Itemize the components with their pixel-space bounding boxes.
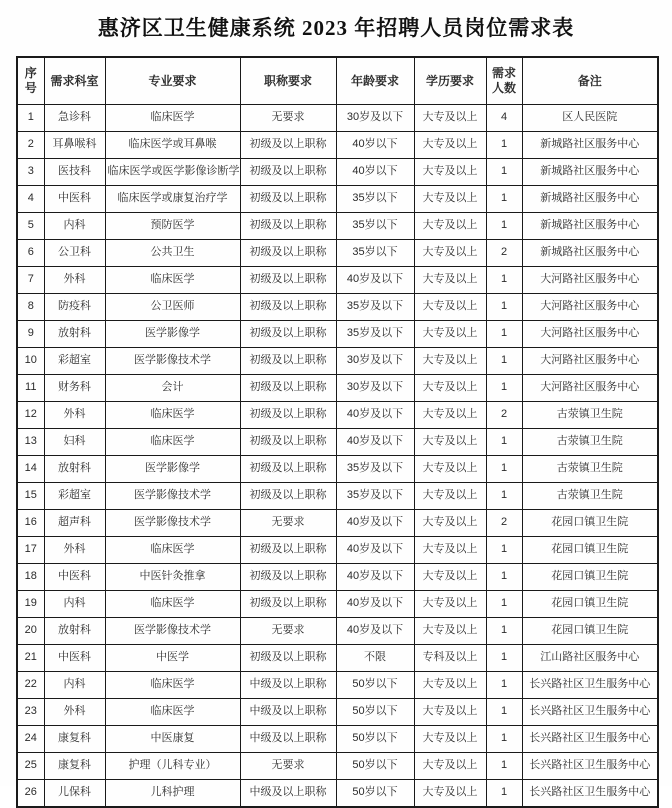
cell-col-education-requirement: 大专及以上 xyxy=(414,591,486,618)
cell-col-education-requirement: 大专及以上 xyxy=(414,510,486,537)
table-row xyxy=(17,726,658,753)
recruitment-demand-table xyxy=(16,56,659,808)
cell-col-headcount: 1 xyxy=(486,618,522,645)
cell-col-department: 中医科 xyxy=(44,645,105,672)
table-row xyxy=(17,753,658,780)
cell-col-education-requirement: 大专及以上 xyxy=(414,132,486,159)
table-row xyxy=(17,186,658,213)
table-row xyxy=(17,456,658,483)
col-headcount: 需求人数 xyxy=(486,57,522,105)
cell-col-education-requirement: 大专及以上 xyxy=(414,564,486,591)
cell-col-department: 公卫科 xyxy=(44,240,105,267)
cell-col-department: 外科 xyxy=(44,699,105,726)
cell-col-major-requirement: 儿科护理 xyxy=(105,780,240,808)
cell-col-department: 外科 xyxy=(44,537,105,564)
cell-col-remark: 古荥镇卫生院 xyxy=(522,402,658,429)
cell-col-education-requirement: 大专及以上 xyxy=(414,321,486,348)
cell-col-headcount: 1 xyxy=(486,591,522,618)
cell-col-no: 23 xyxy=(17,699,44,726)
cell-col-department: 外科 xyxy=(44,267,105,294)
cell-col-department: 急诊科 xyxy=(44,105,105,132)
cell-col-remark: 古荥镇卫生院 xyxy=(522,483,658,510)
cell-col-department: 彩超室 xyxy=(44,348,105,375)
cell-col-department: 医技科 xyxy=(44,159,105,186)
cell-col-age-requirement: 40岁及以下 xyxy=(336,537,414,564)
cell-col-no: 7 xyxy=(17,267,44,294)
cell-col-remark: 花园口镇卫生院 xyxy=(522,618,658,645)
table-row xyxy=(17,780,658,808)
cell-col-age-requirement: 40岁以下 xyxy=(336,132,414,159)
cell-col-education-requirement: 大专及以上 xyxy=(414,780,486,808)
cell-col-age-requirement: 40岁及以下 xyxy=(336,267,414,294)
cell-col-no: 10 xyxy=(17,348,44,375)
cell-col-headcount: 1 xyxy=(486,564,522,591)
table-row xyxy=(17,375,658,402)
table-row xyxy=(17,672,658,699)
cell-col-department: 儿保科 xyxy=(44,780,105,808)
table-header-row xyxy=(17,57,658,105)
cell-col-major-requirement: 临床医学 xyxy=(105,699,240,726)
table-row xyxy=(17,618,658,645)
cell-col-education-requirement: 大专及以上 xyxy=(414,213,486,240)
cell-col-headcount: 2 xyxy=(486,402,522,429)
table-row xyxy=(17,591,658,618)
cell-col-education-requirement: 大专及以上 xyxy=(414,240,486,267)
col-age-requirement: 年龄要求 xyxy=(336,57,414,105)
cell-col-major-requirement: 临床医学或医学影像诊断学 xyxy=(105,159,240,186)
cell-col-no: 4 xyxy=(17,186,44,213)
cell-col-remark: 新城路社区服务中心 xyxy=(522,186,658,213)
cell-col-department: 超声科 xyxy=(44,510,105,537)
cell-col-age-requirement: 不限 xyxy=(336,645,414,672)
table-row xyxy=(17,564,658,591)
cell-col-title-requirement: 初级及以上职称 xyxy=(240,186,336,213)
cell-col-department: 中医科 xyxy=(44,186,105,213)
cell-col-headcount: 1 xyxy=(486,348,522,375)
cell-col-remark: 大河路社区服务中心 xyxy=(522,267,658,294)
cell-col-major-requirement: 临床医学或耳鼻喉 xyxy=(105,132,240,159)
table-row xyxy=(17,321,658,348)
cell-col-headcount: 1 xyxy=(486,213,522,240)
cell-col-department: 康复科 xyxy=(44,753,105,780)
cell-col-major-requirement: 医学影像学 xyxy=(105,321,240,348)
cell-col-headcount: 1 xyxy=(486,132,522,159)
table-row xyxy=(17,510,658,537)
table-row xyxy=(17,240,658,267)
cell-col-age-requirement: 30岁及以下 xyxy=(336,348,414,375)
table-row xyxy=(17,159,658,186)
cell-col-headcount: 1 xyxy=(486,267,522,294)
cell-col-age-requirement: 40岁及以下 xyxy=(336,564,414,591)
cell-col-title-requirement: 初级及以上职称 xyxy=(240,213,336,240)
cell-col-title-requirement: 初级及以上职称 xyxy=(240,537,336,564)
cell-col-education-requirement: 大专及以上 xyxy=(414,402,486,429)
table-row xyxy=(17,402,658,429)
cell-col-no: 25 xyxy=(17,753,44,780)
cell-col-major-requirement: 中医学 xyxy=(105,645,240,672)
cell-col-title-requirement: 初级及以上职称 xyxy=(240,375,336,402)
cell-col-major-requirement: 医学影像技术学 xyxy=(105,348,240,375)
cell-col-remark: 古荥镇卫生院 xyxy=(522,429,658,456)
cell-col-major-requirement: 医学影像技术学 xyxy=(105,483,240,510)
cell-col-title-requirement: 初级及以上职称 xyxy=(240,456,336,483)
cell-col-department: 外科 xyxy=(44,402,105,429)
cell-col-remark: 新城路社区服务中心 xyxy=(522,132,658,159)
cell-col-department: 康复科 xyxy=(44,726,105,753)
cell-col-title-requirement: 中级及以上职称 xyxy=(240,780,336,808)
cell-col-headcount: 1 xyxy=(486,456,522,483)
cell-col-headcount: 2 xyxy=(486,240,522,267)
cell-col-no: 21 xyxy=(17,645,44,672)
cell-col-title-requirement: 中级及以上职称 xyxy=(240,726,336,753)
cell-col-age-requirement: 35岁及以下 xyxy=(336,294,414,321)
cell-col-major-requirement: 医学影像技术学 xyxy=(105,510,240,537)
cell-col-remark: 花园口镇卫生院 xyxy=(522,591,658,618)
cell-col-department: 内科 xyxy=(44,672,105,699)
cell-col-title-requirement: 中级及以上职称 xyxy=(240,672,336,699)
cell-col-age-requirement: 35岁以下 xyxy=(336,213,414,240)
cell-col-no: 26 xyxy=(17,780,44,808)
cell-col-remark: 大河路社区服务中心 xyxy=(522,294,658,321)
cell-col-education-requirement: 大专及以上 xyxy=(414,537,486,564)
cell-col-title-requirement: 初级及以上职称 xyxy=(240,402,336,429)
cell-col-no: 2 xyxy=(17,132,44,159)
cell-col-major-requirement: 医学影像学 xyxy=(105,456,240,483)
cell-col-education-requirement: 大专及以上 xyxy=(414,753,486,780)
cell-col-education-requirement: 大专及以上 xyxy=(414,429,486,456)
cell-col-age-requirement: 35岁及以下 xyxy=(336,321,414,348)
cell-col-major-requirement: 临床医学 xyxy=(105,591,240,618)
table-row xyxy=(17,105,658,132)
cell-col-title-requirement: 初级及以上职称 xyxy=(240,321,336,348)
cell-col-remark: 大河路社区服务中心 xyxy=(522,321,658,348)
cell-col-title-requirement: 初级及以上职称 xyxy=(240,240,336,267)
cell-col-remark: 花园口镇卫生院 xyxy=(522,537,658,564)
cell-col-no: 3 xyxy=(17,159,44,186)
cell-col-remark: 长兴路社区卫生服务中心 xyxy=(522,753,658,780)
cell-col-headcount: 1 xyxy=(486,294,522,321)
cell-col-department: 放射科 xyxy=(44,618,105,645)
cell-col-title-requirement: 初级及以上职称 xyxy=(240,564,336,591)
cell-col-education-requirement: 大专及以上 xyxy=(414,105,486,132)
cell-col-major-requirement: 临床医学 xyxy=(105,537,240,564)
table-row xyxy=(17,699,658,726)
cell-col-headcount: 2 xyxy=(486,510,522,537)
table-row xyxy=(17,537,658,564)
cell-col-education-requirement: 大专及以上 xyxy=(414,699,486,726)
cell-col-age-requirement: 40岁及以下 xyxy=(336,429,414,456)
table-row xyxy=(17,132,658,159)
cell-col-no: 16 xyxy=(17,510,44,537)
cell-col-no: 13 xyxy=(17,429,44,456)
cell-col-no: 24 xyxy=(17,726,44,753)
cell-col-title-requirement: 初级及以上职称 xyxy=(240,429,336,456)
cell-col-headcount: 1 xyxy=(486,537,522,564)
cell-col-age-requirement: 35岁及以下 xyxy=(336,483,414,510)
cell-col-remark: 区人民医院 xyxy=(522,105,658,132)
cell-col-department: 中医科 xyxy=(44,564,105,591)
cell-col-no: 6 xyxy=(17,240,44,267)
cell-col-major-requirement: 中医针灸推拿 xyxy=(105,564,240,591)
cell-col-no: 19 xyxy=(17,591,44,618)
cell-col-age-requirement: 50岁以下 xyxy=(336,753,414,780)
cell-col-title-requirement: 无要求 xyxy=(240,510,336,537)
cell-col-major-requirement: 临床医学或康复治疗学 xyxy=(105,186,240,213)
table-row xyxy=(17,483,658,510)
cell-col-no: 20 xyxy=(17,618,44,645)
cell-col-remark: 大河路社区服务中心 xyxy=(522,348,658,375)
cell-col-no: 5 xyxy=(17,213,44,240)
cell-col-remark: 长兴路社区卫生服务中心 xyxy=(522,780,658,808)
cell-col-headcount: 1 xyxy=(486,780,522,808)
cell-col-department: 内科 xyxy=(44,591,105,618)
table-row xyxy=(17,348,658,375)
table-row xyxy=(17,429,658,456)
cell-col-no: 8 xyxy=(17,294,44,321)
cell-col-age-requirement: 35岁及以下 xyxy=(336,456,414,483)
cell-col-title-requirement: 初级及以上职称 xyxy=(240,591,336,618)
cell-col-major-requirement: 临床医学 xyxy=(105,429,240,456)
cell-col-headcount: 1 xyxy=(486,699,522,726)
cell-col-title-requirement: 无要求 xyxy=(240,618,336,645)
cell-col-department: 放射科 xyxy=(44,321,105,348)
cell-col-education-requirement: 大专及以上 xyxy=(414,294,486,321)
cell-col-age-requirement: 50岁以下 xyxy=(336,780,414,808)
cell-col-title-requirement: 初级及以上职称 xyxy=(240,132,336,159)
table-row xyxy=(17,57,658,105)
cell-col-education-requirement: 大专及以上 xyxy=(414,186,486,213)
col-title-requirement: 职称要求 xyxy=(240,57,336,105)
cell-col-no: 1 xyxy=(17,105,44,132)
cell-col-age-requirement: 50岁以下 xyxy=(336,726,414,753)
table-row xyxy=(17,213,658,240)
cell-col-remark: 长兴路社区卫生服务中心 xyxy=(522,699,658,726)
table-body xyxy=(17,105,658,808)
cell-col-headcount: 1 xyxy=(486,672,522,699)
cell-col-major-requirement: 医学影像技术学 xyxy=(105,618,240,645)
cell-col-remark: 新城路社区服务中心 xyxy=(522,240,658,267)
cell-col-headcount: 1 xyxy=(486,429,522,456)
cell-col-headcount: 1 xyxy=(486,645,522,672)
cell-col-no: 15 xyxy=(17,483,44,510)
cell-col-age-requirement: 30岁及以下 xyxy=(336,375,414,402)
cell-col-department: 内科 xyxy=(44,213,105,240)
cell-col-education-requirement: 大专及以上 xyxy=(414,483,486,510)
cell-col-department: 放射科 xyxy=(44,456,105,483)
cell-col-no: 22 xyxy=(17,672,44,699)
cell-col-education-requirement: 大专及以上 xyxy=(414,375,486,402)
cell-col-education-requirement: 专科及以上 xyxy=(414,645,486,672)
cell-col-major-requirement: 临床医学 xyxy=(105,402,240,429)
cell-col-headcount: 1 xyxy=(486,186,522,213)
col-major-requirement: 专业要求 xyxy=(105,57,240,105)
cell-col-headcount: 1 xyxy=(486,159,522,186)
cell-col-major-requirement: 会计 xyxy=(105,375,240,402)
cell-col-age-requirement: 40岁及以下 xyxy=(336,510,414,537)
cell-col-headcount: 1 xyxy=(486,726,522,753)
cell-col-age-requirement: 35岁以下 xyxy=(336,186,414,213)
table-row xyxy=(17,267,658,294)
page-title: 惠济区卫生健康系统 2023 年招聘人员岗位需求表 xyxy=(97,16,575,40)
cell-col-title-requirement: 初级及以上职称 xyxy=(240,483,336,510)
cell-col-department: 彩超室 xyxy=(44,483,105,510)
cell-col-major-requirement: 公卫医师 xyxy=(105,294,240,321)
cell-col-no: 12 xyxy=(17,402,44,429)
cell-col-no: 18 xyxy=(17,564,44,591)
cell-col-education-requirement: 大专及以上 xyxy=(414,159,486,186)
cell-col-education-requirement: 大专及以上 xyxy=(414,267,486,294)
cell-col-age-requirement: 40岁及以下 xyxy=(336,591,414,618)
cell-col-headcount: 4 xyxy=(486,105,522,132)
cell-col-major-requirement: 临床医学 xyxy=(105,267,240,294)
cell-col-age-requirement: 35岁以下 xyxy=(336,240,414,267)
cell-col-remark: 花园口镇卫生院 xyxy=(522,564,658,591)
cell-col-department: 妇科 xyxy=(44,429,105,456)
cell-col-title-requirement: 无要求 xyxy=(240,753,336,780)
cell-col-title-requirement: 无要求 xyxy=(240,105,336,132)
cell-col-major-requirement: 护理（儿科专业） xyxy=(105,753,240,780)
cell-col-education-requirement: 大专及以上 xyxy=(414,726,486,753)
cell-col-major-requirement: 预防医学 xyxy=(105,213,240,240)
col-education-requirement: 学历要求 xyxy=(414,57,486,105)
col-no: 序号 xyxy=(17,57,44,105)
cell-col-remark: 长兴路社区卫生服务中心 xyxy=(522,672,658,699)
cell-col-remark: 大河路社区服务中心 xyxy=(522,375,658,402)
cell-col-age-requirement: 50岁以下 xyxy=(336,672,414,699)
cell-col-no: 17 xyxy=(17,537,44,564)
cell-col-headcount: 1 xyxy=(486,753,522,780)
table-row xyxy=(17,645,658,672)
cell-col-no: 11 xyxy=(17,375,44,402)
cell-col-headcount: 1 xyxy=(486,321,522,348)
cell-col-department: 防疫科 xyxy=(44,294,105,321)
cell-col-age-requirement: 40岁及以下 xyxy=(336,402,414,429)
cell-col-title-requirement: 初级及以上职称 xyxy=(240,267,336,294)
cell-col-no: 9 xyxy=(17,321,44,348)
cell-col-age-requirement: 40岁以下 xyxy=(336,159,414,186)
cell-col-age-requirement: 30岁及以下 xyxy=(336,105,414,132)
cell-col-title-requirement: 初级及以上职称 xyxy=(240,294,336,321)
cell-col-education-requirement: 大专及以上 xyxy=(414,456,486,483)
cell-col-headcount: 1 xyxy=(486,483,522,510)
cell-col-no: 14 xyxy=(17,456,44,483)
cell-col-department: 财务科 xyxy=(44,375,105,402)
cell-col-title-requirement: 初级及以上职称 xyxy=(240,348,336,375)
col-remark: 备注 xyxy=(522,57,658,105)
cell-col-education-requirement: 大专及以上 xyxy=(414,618,486,645)
cell-col-remark: 古荥镇卫生院 xyxy=(522,456,658,483)
cell-col-title-requirement: 初级及以上职称 xyxy=(240,159,336,186)
cell-col-remark: 长兴路社区卫生服务中心 xyxy=(522,726,658,753)
cell-col-remark: 新城路社区服务中心 xyxy=(522,159,658,186)
cell-col-remark: 花园口镇卫生院 xyxy=(522,510,658,537)
cell-col-age-requirement: 40岁及以下 xyxy=(336,618,414,645)
cell-col-education-requirement: 大专及以上 xyxy=(414,348,486,375)
cell-col-remark: 新城路社区服务中心 xyxy=(522,213,658,240)
cell-col-major-requirement: 公共卫生 xyxy=(105,240,240,267)
cell-col-major-requirement: 临床医学 xyxy=(105,105,240,132)
cell-col-headcount: 1 xyxy=(486,375,522,402)
cell-col-age-requirement: 50岁以下 xyxy=(336,699,414,726)
cell-col-title-requirement: 初级及以上职称 xyxy=(240,645,336,672)
cell-col-major-requirement: 中医康复 xyxy=(105,726,240,753)
table-row xyxy=(17,294,658,321)
cell-col-major-requirement: 临床医学 xyxy=(105,672,240,699)
col-department: 需求科室 xyxy=(44,57,105,105)
cell-col-department: 耳鼻喉科 xyxy=(44,132,105,159)
cell-col-remark: 江山路社区服务中心 xyxy=(522,645,658,672)
cell-col-title-requirement: 中级及以上职称 xyxy=(240,699,336,726)
cell-col-education-requirement: 大专及以上 xyxy=(414,672,486,699)
